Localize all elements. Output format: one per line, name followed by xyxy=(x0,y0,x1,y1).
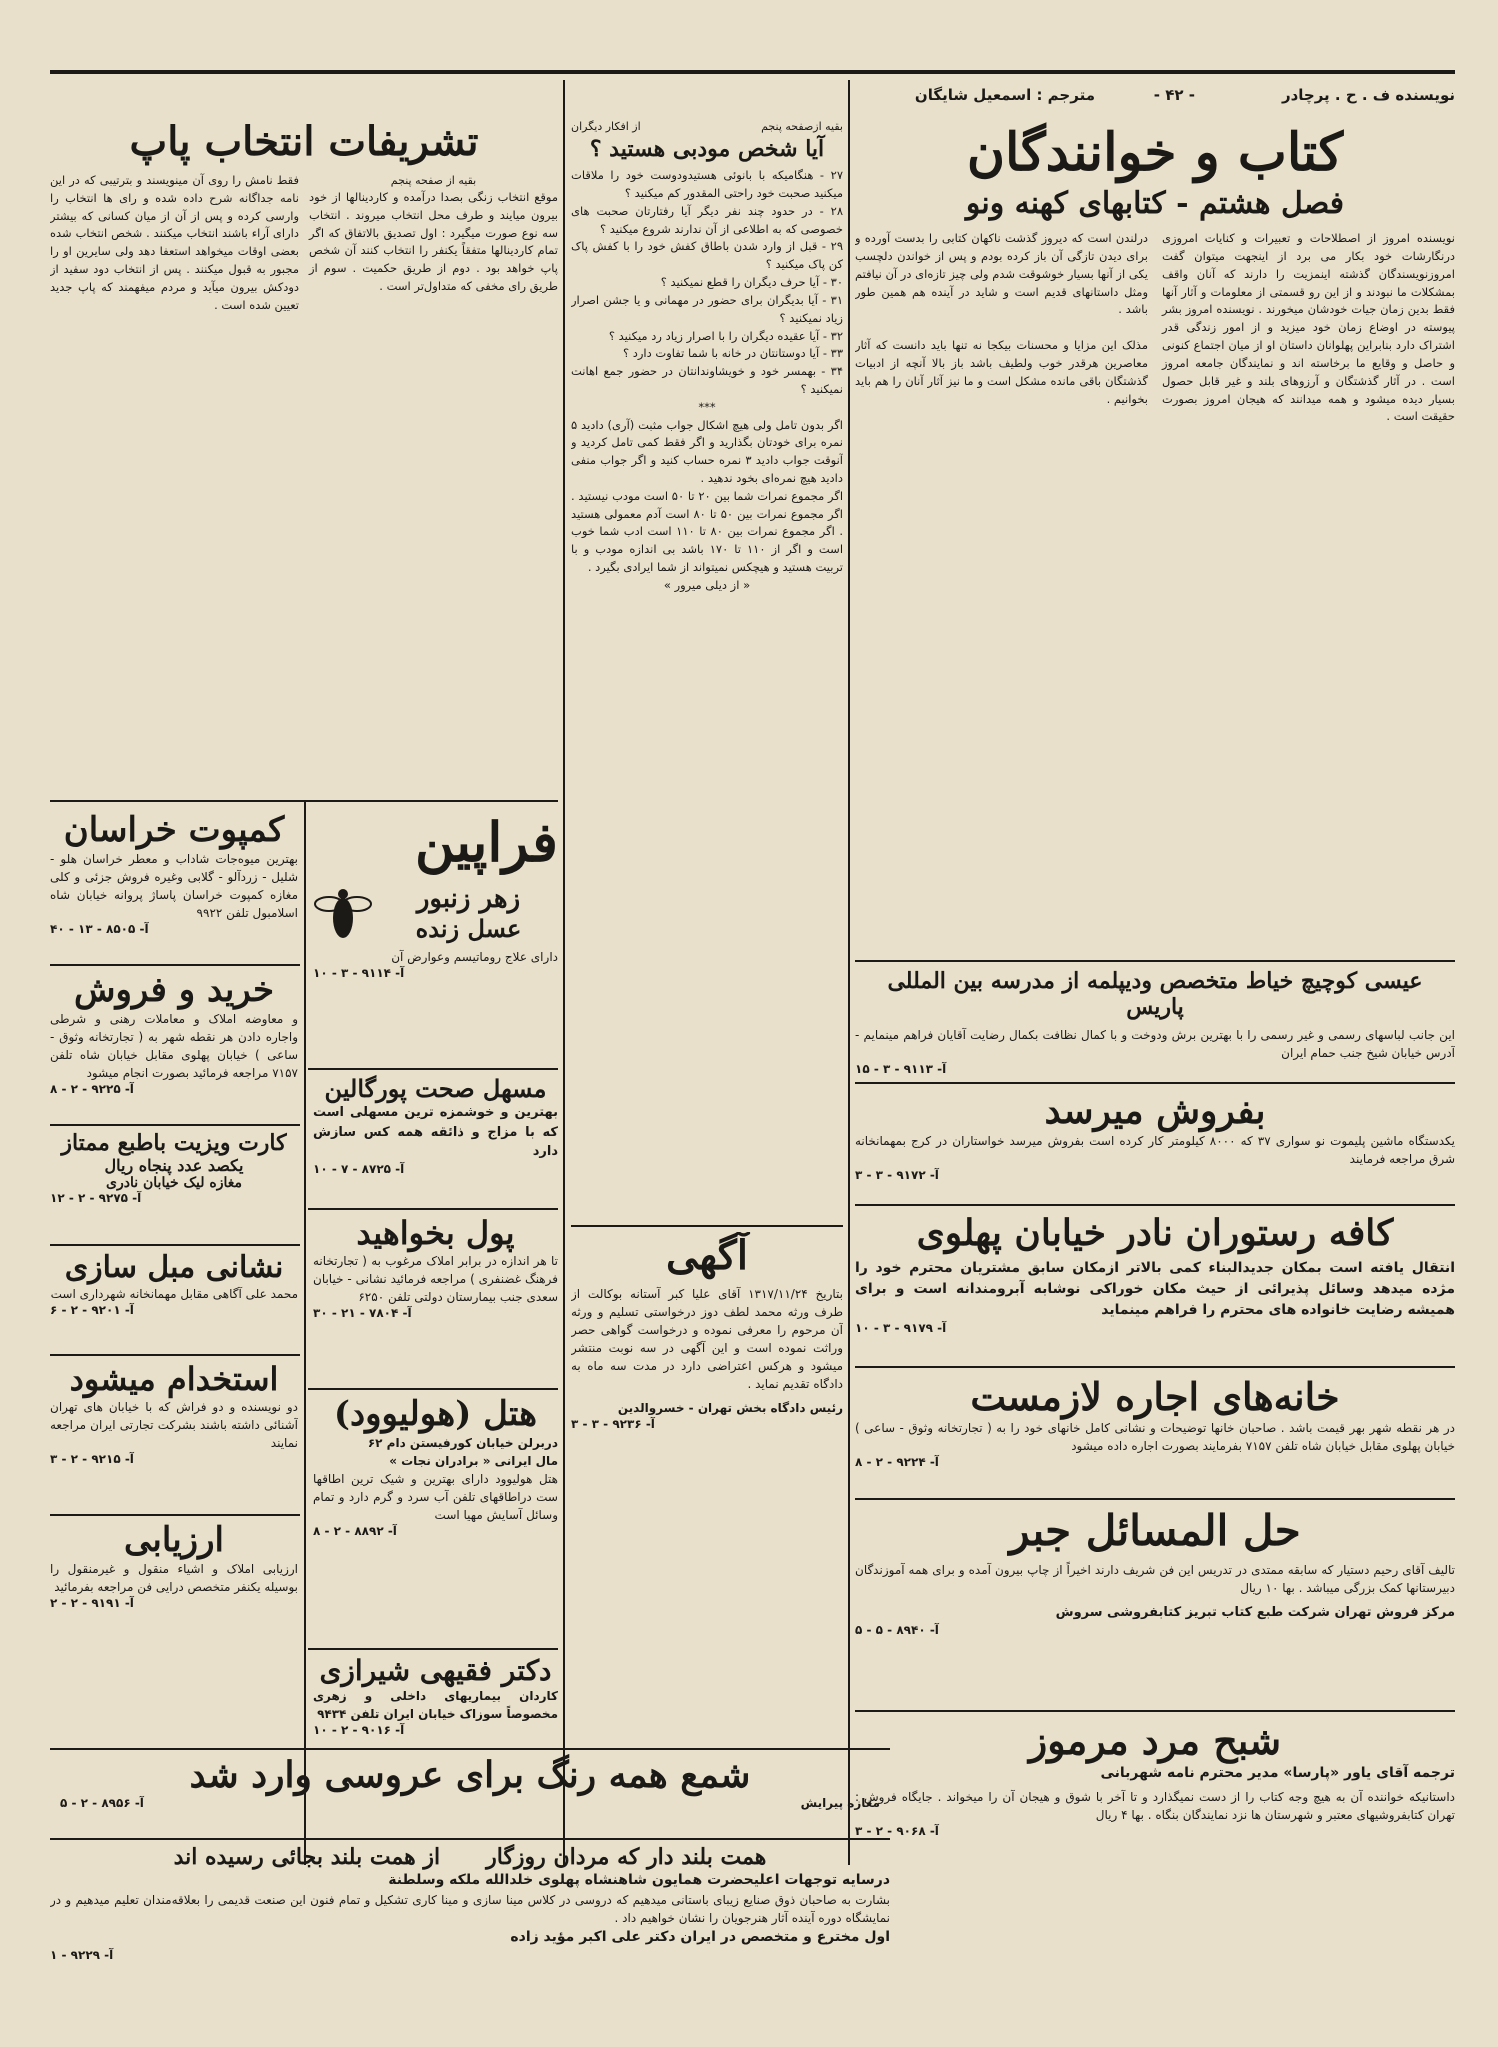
manners-q34: ۳۴ - بهمسر خود و خویشاوندانتان در حضور جمع اهانت نمیکنید ؟ xyxy=(571,364,843,396)
ad-hotel-code: آ- ۸۸۹۲ - ۲ - ۸ xyxy=(313,1524,397,1538)
ad-khorasan-code: آ- ۸۵۰۵ - ۱۳ - ۴۰ xyxy=(50,922,149,936)
ad-tailor-code: آ- ۹۱۱۳ - ۳ - ۱۵ xyxy=(855,1062,947,1076)
ad-khorasan-title: کمپوت خراسان xyxy=(63,810,285,850)
ad-notice-title: آگهی xyxy=(666,1232,748,1279)
ad-doctor-body: کاردان بیماریهای داخلی و زهری مخصوصاً سوزاک خیابان ایران تلفن ۹۴۳۴ xyxy=(313,1689,558,1721)
pope-text-2: فقط نامش را روی آن مینویسند و بترتیبی که در این نامه جداگانه شرح داده شده و رای ها انتخاب را وارسی کرده و پس از آن از میان کسانی که بیشتر دارای آراء باشند انتخاب میکنند . شخص انتخاب شده بعضی اوقات میخواهد استعفا دهد ولی سایرین او را مجبور به قبول میکنند . پس از انتخاب دود سفید از دودکش بیرون میآید و مردم میفهمند که پاپ جدید تعیین شده است . xyxy=(50,173,299,312)
books-text-1: نویسنده امروز از اصطلاحات و تعبیرات و کنایات امروزی درنگارشات خود بکار می برد از اینجهت میتوان گفت امروزنویسندگان گذشته اینمزیت را دارند که آنان واقف بمشکلات ما نبودند و از این رو قسمتی از معلومات و آثار آنها فقط بدین زمان جیات خودشان میخورند . نویسنده امروز بشر پیوسته در اوضاع زمان خود میزید و از امور زندگی قدر اشتراک دارد بنابراین پهلوانان داستان او از میان اجتماع کنونی و حاصل و وقایع ما برخاسته اند و نمایندگان جامعه امروز است . در آثار گذشتگان و آرزوهای بلند و غیر قابل حصول بسیار دیده میشود و همه میدانند که هیجان امروز بصورت حقیقت است . xyxy=(1162,231,1455,424)
manners-top-right: بقیه ازصفحه پنجم xyxy=(761,120,843,133)
ad-doctor-code: آ- ۹۰۱۶ - ۲ - ۱۰ xyxy=(313,1723,405,1737)
manners-q31: ۳۱ - آیا بدیگران برای حضور در مهمانی و یا جشن اصرار زیاد نمیکنید ؟ xyxy=(571,292,843,325)
ad-furniture-code: آ- ۹۲۰۱ - ۲ - ۶ xyxy=(50,1303,134,1317)
ad-cafe-title: کافه رستوران نادر خیابان پهلوی xyxy=(916,1212,1394,1254)
ad-houses-title: خانه‌های اجاره لازمست xyxy=(970,1374,1340,1419)
books-text-2 xyxy=(855,230,1148,875)
divider-furniture xyxy=(50,1244,300,1246)
ad-candle xyxy=(50,1754,890,1834)
divider-candle xyxy=(50,1748,890,1750)
ad-algebra-title: حل المسائل جبر xyxy=(1009,1506,1301,1555)
ad-appraisal-body: ارزیابی املاک و اشیاء منقول و غیرمنقول را بوسیله یکنفر متخصص درایی فن مراجعه بفرمائید xyxy=(50,1562,298,1594)
manners-top-labels xyxy=(571,120,843,133)
ad-frapin-title: فراپین xyxy=(414,810,558,874)
left-ads-divider xyxy=(304,800,306,1865)
divider-notice xyxy=(571,1225,843,1227)
divider-hiring xyxy=(50,1354,300,1356)
manners-q32: ۳۲ - آیا عقیده دیگران را با اصرار زیاد رد میکنید ؟ xyxy=(608,328,843,343)
manners-q30: ۳۰ - آیا حرف دیگران را قطع نمیکنید ؟ xyxy=(660,275,843,290)
ad-candle-shop: مغازه پیرایش xyxy=(800,1796,880,1810)
ad-ghost xyxy=(855,1718,1455,1865)
ad-laxative-code: آ- ۸۷۲۵ - ۷ - ۱۰ xyxy=(313,1161,405,1176)
ad-houses xyxy=(855,1374,1455,1494)
newspaper-page xyxy=(50,60,1455,2015)
books-article xyxy=(855,124,1455,875)
manners-answers: اگر بدون تامل ولی هیچ اشکال جواب مثبت (آری) دادید ۵ نمره برای خودتان بگذارید و اگر فقط کمی تامل کردید و آنوقت جواب دادید ۳ نمره حساب کنید و اگر جواب منفی دادید هیچ نمره‌ای بخود ندهید . xyxy=(571,417,843,485)
ad-cafe xyxy=(855,1212,1455,1362)
ad-appraisal-title: ارزیابی xyxy=(124,1520,224,1560)
ad-money xyxy=(313,1214,558,1384)
ad-khorasan xyxy=(50,810,298,960)
divider-cafe xyxy=(855,1204,1455,1206)
divider-sale xyxy=(855,1082,1455,1084)
bottom-sign: اول مخترع و متخصص در ایران دکتر علی اکبر مؤید زاده xyxy=(510,1929,890,1945)
ad-furniture-body: محمد علی آگاهی مقابل مهمانخانه شهرداری است xyxy=(50,1287,298,1301)
manners-q27: ۲۷ - هنگامیکه با بانوئی هستیدودوست خود را ملاقات میکنید صحبت خود راحتی المقدور کم میکنید ؟ xyxy=(571,168,843,200)
manners-top-left: از افکار دیگران xyxy=(571,120,641,133)
ad-khorasan-body: بهترین میوه‌جات شاداب و معطر خراسان هلو - شلیل - زردآلو - گلابی وغیره فروش جزئی و کلی مغازه کمپوت خراسان پاساژ پروانه خیابان شاه اسلامبول تلفن ۹۹۲۲ xyxy=(50,852,298,920)
divider-laxative xyxy=(308,1068,558,1070)
ad-frapin-sub2: عسل زنده xyxy=(415,913,522,943)
ad-laxative-body: بهترین و خوشمزه ترین مسهلی است که با مزاج و ذائقه همه کس سازش دارد xyxy=(313,1105,558,1159)
bottom-title: همت بلند دار که مردان روزگار از همت بلند بجائی رسیده اند xyxy=(173,1844,767,1870)
pope-title: تشریفات انتخاب پاپ xyxy=(129,120,479,165)
pope-article xyxy=(50,120,558,812)
bottom-code: آ- ۹۲۲۹ - ۱ xyxy=(50,1948,114,1962)
ad-ghost-code: آ- ۹۰۶۸ - ۲ - ۳ xyxy=(855,1824,939,1838)
ad-tailor-body: این جانب لباسهای رسمی و غیر رسمی را با بهترین برش ودوخت و با کمال نظافت بکمال رضایت آقایان فراهم مینمایم - آدرس خیابان شیخ جنب حمام ایران xyxy=(855,1028,1455,1060)
ad-hiring xyxy=(50,1360,298,1510)
ad-tailor xyxy=(855,968,1455,1078)
ad-cafe-body: انتقال یافته است بمکان جدیدالبناء کمی بالاتر ازمکان سابق مشتریان محترم خود را مژده میدهد وسائل پذیرائی از حیث مکان خوراکی نوشابه آبرومندانه است و برای همیشه رضایت خانواده های محترم را فراهم مینماید xyxy=(855,1260,1455,1318)
books-text-2a: درلندن است که دیروز گذشت ناکهان کتابی را بدست آورده و برای دیدن تازگی آن باز کرده بودم و پس از خواندن دلچسب یکی از آنها بسیار خوشوقت شدم ولی چیز تازه‌ای در آن نیافتم ومثل داستانهای قدیم است و شاید در آینده هم همین طور باشد . xyxy=(855,231,1148,317)
ad-hotel-sub2: مال ایرانی « برادران نجات » xyxy=(389,1454,558,1468)
ad-ghost-body: داستانیکه خواننده آن به هیچ وجه کتاب را از دست نمیگذارد و تا آخر با شوق و هیجان آن را میخواند . جایگاه فروش : تهران کتابفروشیهای معتبر و شهرستان ها نزد نمایندگان بنگاه . بها ۴ ریال xyxy=(855,1790,1455,1822)
books-title: کتاب و خوانندگان xyxy=(966,122,1344,183)
ad-hotel-title: هتل (هولیوود) xyxy=(333,1394,538,1434)
ad-sale xyxy=(855,1090,1455,1200)
divider-houses xyxy=(855,1366,1455,1368)
middle-column xyxy=(571,120,843,1865)
pope-continued: بقیه از صفحه پنجم xyxy=(390,174,477,187)
manners-q29: ۲۹ - قبل از وارد شدن باطاق کفش خود را با کفش پاک کن پاک میکنید ؟ xyxy=(571,239,843,272)
ad-sale-code: آ- ۹۱۷۲ - ۳ - ۳ xyxy=(855,1168,939,1182)
ad-algebra-code: آ- ۸۹۴۰ - ۵ - ۵ xyxy=(855,1622,939,1637)
ad-algebra xyxy=(855,1506,1455,1706)
ad-notice-body: بتاریخ ۱۳۱۷/۱۱/۲۴ آقای علیا کبر آستانه بوکالت از طرف ورثه محمد لطف دوز درخواستی تسلیم و ورثه آن مرحوم را معرفی نموده و درخواست گواهی حصر وراثت نموده است و این آگهی در سه نوبت منتشر میشود و هرکس اعتراضی دارد در مدت سه ماه به دادگاه تقدیم نماید . xyxy=(571,1287,843,1391)
divider-bottom-banner xyxy=(50,1838,890,1840)
ad-houses-code: آ- ۹۲۲۴ - ۲ - ۸ xyxy=(855,1455,939,1469)
ad-furniture-title: نشانی مبل سازی xyxy=(64,1250,284,1285)
ad-cafe-code: آ- ۹۱۷۹ - ۳ - ۱۰ xyxy=(855,1321,947,1335)
divider-ghost xyxy=(855,1710,1455,1712)
ad-visitcard-shop: مغازه لیک خیابان نادری xyxy=(106,1175,242,1191)
manners-separator: *** xyxy=(698,399,716,414)
ad-hiring-body: دو نویسنده و دو فراش که با خیابان های تهران آشنائی داشته باشند بشرکت تجارتی ایران مراجعه نمایند xyxy=(50,1400,298,1450)
ad-notice-code: آ- ۹۲۳۶ - ۳ - ۳ xyxy=(571,1417,655,1431)
ad-candle-title: شمع همه رنگ برای عروسی وارد شد xyxy=(189,1754,751,1796)
ad-frapin-sub1: زهر زنبور xyxy=(416,883,521,914)
manners-scores: اگر مجموع نمرات شما بین ۲۰ تا ۵۰ است مودب نیستید . اگر مجموع نمرات بین ۵۰ تا ۸۰ است آدم معمولی هستید . اگر مجموع نمرات بین ۸۰ تا ۱۱۰ است ادب شما خوب است و اگر از ۱۱۰ تا ۱۷۰ باشد بی اندازه مودب و با تربیت هستید و هیچکس نمیتواند از شما ایرادی بگیرد . xyxy=(571,488,843,575)
header-author: نویسنده ف . ح . پرچادر xyxy=(1281,86,1455,104)
ad-frapin-body: دارای علاج روماتیسم وعوارض آن xyxy=(391,950,558,964)
ad-bottom-banner xyxy=(50,1844,890,2014)
ad-buysell-body: و معاوضه املاک و معاملات رهنی و شرطی واجاره دادن هر نقطه شهر به ( تجارتخانه وثوق - ساعی ) خیابان پهلوی مقابل خیابان شاه تلفن ۷۱۵۷ مراجعه فرمائید بصورت انجام میشود xyxy=(50,1012,298,1080)
ad-doctor-title: دکتر فقیهی شیرازی xyxy=(319,1654,552,1687)
bottom-sub: درسایه توجهات اعلیحضرت همایون شاهنشاه پهلوی خلدالله ملکه وسلطنة xyxy=(388,1872,890,1888)
ad-tailor-title: عیسی کوچیچ خیاط متخصص ودیپلمه از مدرسه بین المللی پاریس xyxy=(887,968,1423,1020)
ad-buysell-code: آ- ۹۲۲۵ - ۲ - ۸ xyxy=(50,1082,134,1096)
ad-money-body: تا هر اندازه در برابر املاک مرغوب به ( تجارتخانه فرهنگ غضنفری ) مراجعه فرمائید نشانی - خیابان سعدی جنب بیمارستان دولتی تلفن ۶۲۵۰ xyxy=(313,1254,558,1304)
divider-money xyxy=(308,1208,558,1210)
ad-hiring-code: آ- ۹۲۱۵ - ۲ - ۳ xyxy=(50,1452,134,1466)
ad-furniture xyxy=(50,1250,298,1350)
ad-ghost-title: شبح مرد مرموز xyxy=(1028,1718,1282,1763)
column-divider-2 xyxy=(563,80,565,1865)
ad-algebra-shop: مرکز فروش تهران شرکت طبع کتاب تبریز کتابفروشی سروش xyxy=(1055,1605,1455,1620)
divider-visitcard xyxy=(50,1124,300,1126)
manners-body xyxy=(571,167,843,1167)
ad-hotel-body: هتل هولیوود دارای بهترین و شیک ترین اطاقها ست دراطاقهای تلفن آب سرد و گرم دارد و تمام وسائل آسایش مهیا است xyxy=(313,1472,558,1522)
ad-frapin-code: آ- ۹۱۱۴ - ۳ - ۱۰ xyxy=(313,966,405,980)
header-translator: مترجم : اسمعیل شایگان xyxy=(914,86,1095,104)
ad-visitcard-line: یکصد عدد پنجاه ریال xyxy=(104,1156,244,1175)
divider-doctor xyxy=(308,1648,558,1650)
divider-buysell xyxy=(50,964,300,966)
ad-appraisal-code: آ- ۹۱۹۱ - ۲ - ۲ xyxy=(50,1596,134,1610)
ad-laxative-title: مسهل صحت پورگالین xyxy=(324,1074,547,1103)
ad-houses-body: در هر نقطه شهر بهر قیمت باشد . صاحبان خانها توضیحات و نشانی کامل خانهای خود را به ( تجارتخانه وثوق - ساعی ) خیابان پهلوی مقابل خیابان شاه تلفن ۷۱۵۷ بفرمایند بصورت اجاره داده میشود xyxy=(855,1421,1455,1453)
ad-notice-sign: رئیس دادگاه بخش تهران - خسروالدین xyxy=(617,1401,843,1415)
ad-hiring-title: استخدام میشود xyxy=(69,1360,279,1398)
ad-appraisal xyxy=(50,1520,298,1690)
ad-visitcard xyxy=(50,1130,298,1240)
ad-money-code: آ- ۷۸۰۴ - ۲۱ - ۳۰ xyxy=(313,1306,412,1320)
ad-hotel-sub: دربرلن خیابان کورفیستن دام ۶۲ xyxy=(367,1436,558,1450)
bee-icon xyxy=(313,878,373,948)
ad-sale-body: یکدستگاه ماشین پلیموت نو سواری ۳۷ که ۸۰۰۰ کیلومتر کار کرده است بفروش میرسد خواستاران در کرج بمهمانخانه شرق مراجعه فرمایند xyxy=(855,1134,1455,1166)
ad-ghost-sub: ترجمه آقای یاور «پارسا» مدیر محترم نامه شهربانی xyxy=(1100,1765,1455,1781)
page-header xyxy=(50,82,1455,112)
divider-tailor xyxy=(855,960,1455,962)
ad-visitcard-title: کارت ویزیت باطبع ممتاز xyxy=(61,1130,287,1156)
ad-frapin xyxy=(313,810,558,1060)
ad-visitcard-code: آ- ۹۲۷۵ - ۲ - ۱۲ xyxy=(50,1191,142,1205)
divider-algebra xyxy=(855,1498,1455,1500)
manners-q33: ۳۳ - آیا دوستانتان در خانه با شما تفاوت دارد ؟ xyxy=(622,346,843,361)
column-divider-1 xyxy=(848,80,850,1865)
ad-laxative xyxy=(313,1074,558,1204)
divider-appraisal xyxy=(50,1514,300,1516)
left-block xyxy=(50,120,558,1865)
ad-buysell-title: خرید و فروش xyxy=(73,970,275,1010)
right-column xyxy=(855,120,1455,1865)
manners-title: آیا شخص مودبی هستید ؟ xyxy=(589,136,825,162)
manners-source: « از دیلی میرور » xyxy=(663,577,751,592)
ad-money-title: پول بخواهید xyxy=(356,1214,515,1252)
pope-text-1: موقع انتخاب زنگی بصدا درآمده و کاردینالها از خود بیرون میایند و طرف محل انتخاب میروند . انتخاب سه نوع صورت میگیرد : اول تصدیق بالاتفاق که اگر تمام کاردینالها متفقاً یکنفر را انتخاب کنند آن شخص پاپ خواهد بود . دوم از طریق حکمیت . سوم از طریق رای مخفی که متداول‌تر است . xyxy=(309,190,558,294)
ad-sale-title: بفروش میرسد xyxy=(1044,1090,1266,1132)
pope-text-col-1 xyxy=(309,172,558,812)
bottom-body: بشارت به صاحبان ذوق صنایع زیبای باستانی میدهیم که دروسی در کلاس مینا سازی و مینا کاری تشکیل و تمام فنون این صنعت قدیمی را بعلاقه‌مندان تعلیم میدهیم و در نمایشگاه دوره آینده آثار هنرجویان را نشان خواهیم داد . xyxy=(50,1893,890,1925)
ad-buysell xyxy=(50,970,298,1120)
ad-notice xyxy=(571,1232,843,1752)
divider-hotel xyxy=(308,1388,558,1390)
books-text-3: مذلک این مزایا و محسنات بیکجا نه تنها باید دانست که آثار معاصرین هرقدر خوب ولطیف باشد باز بالا آنچه از ادبیات گذشتگان باقی مانده مشکل است و ما نیز آثار آنان را هم باید بخوانیم . xyxy=(855,338,1148,406)
header-page-number: - ۴۲ - xyxy=(1153,86,1195,104)
books-subtitle: فصل هشتم - کتابهای کهنه ونو xyxy=(965,186,1345,222)
ad-algebra-body: تالیف آقای رحیم دستیار که سابقه ممتدی در تدریس این فن شریف دارند اخیراً از چاپ بیرون آمده و برای همه آموزندگان دبیرستانها کمک بزرگی میباشد . بها ۱۰ ریال xyxy=(855,1563,1455,1595)
manners-q28: ۲۸ - در حدود چند نفر دیگر آیا رفتارتان صحبت های خصوصی که به اطلاعی از آن ندارند شروع میکنید ؟ xyxy=(571,203,843,236)
ad-candle-code: آ- ۸۹۵۶ - ۲ - ۵ xyxy=(60,1796,144,1810)
top-rule xyxy=(50,70,1455,74)
ad-hotel xyxy=(313,1394,558,1644)
